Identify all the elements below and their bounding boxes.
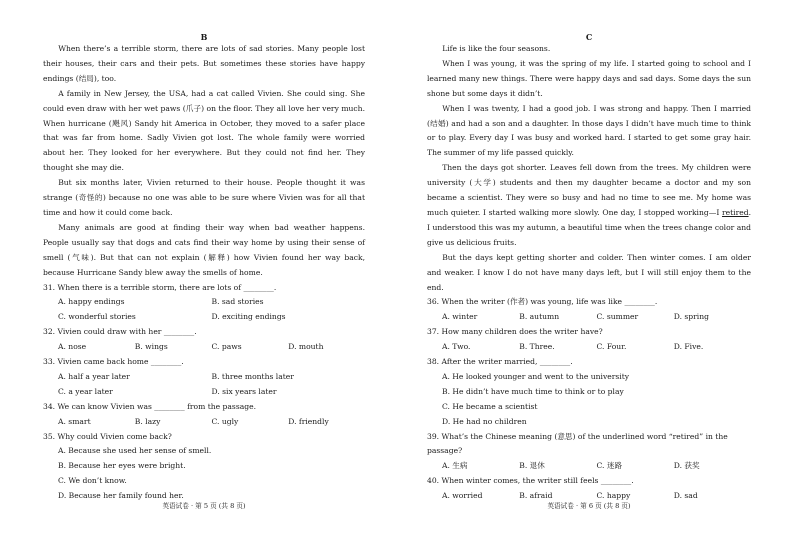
answer-option: A. He looked younger and went to the university xyxy=(442,371,630,381)
paragraph: When I was young, it was the spring of my life. I started going to school and I learned many new things. There were happy days and sad days. Some days the sun shone but some days it didn’t. xyxy=(427,58,751,98)
answer-option: D. friendly xyxy=(288,416,329,426)
passage-b xyxy=(43,42,365,504)
underlined-word: retired xyxy=(721,207,749,217)
paragraph: But the days kept getting shorter and colder. Then winter comes. I am older and weaker. I know I do not have many days left, but I will still enjoy them to the end. xyxy=(427,252,751,292)
page-footer: 英语试卷 · 第 6 页 (共 8 页) xyxy=(547,502,631,510)
answer-option: D. six years later xyxy=(211,386,277,396)
question-stem: 31. When there is a terrible storm, there are lots of ________. xyxy=(43,282,277,292)
answer-option: A. nose xyxy=(58,342,87,352)
paragraph: Many animals are good at finding their way when bad weather happens. People usually say that dogs and cats find their way home by using their sense of smell (气味). But that can not explain (解释) how Vivien found her way back, because Hurricane Sandy blew away the smells of home. xyxy=(43,222,365,277)
answer-option: C. ugly xyxy=(211,416,239,426)
answer-option: B. Three. xyxy=(519,342,555,352)
answer-option: D. 获奖 xyxy=(673,461,700,471)
answer-option: B. autumn xyxy=(519,312,560,322)
answer-option: D. exciting endings xyxy=(211,312,286,322)
question-list xyxy=(43,281,365,505)
question-stem: 37. How many children does the writer have? xyxy=(427,327,603,337)
paragraph: When I was twenty, I had a good job. I was strong and happy. Then I married (结婚) and had a son and a daughter. In those days I didn’t have much time to think or to play. Every day I was busy and worked hard. I started to get some gray hair. The summer of my life passed quickly. xyxy=(427,103,751,158)
answer-option: C. He became a scientist xyxy=(442,401,538,411)
passage-c xyxy=(427,42,751,504)
answer-option: A. half a year later xyxy=(58,371,130,381)
answer-option: D. spring xyxy=(673,312,709,322)
question-stem: 36. When the writer (作者) was young, life was like ________. xyxy=(427,297,658,307)
answer-option: C. happy xyxy=(596,491,631,501)
answer-option: A. happy endings xyxy=(58,297,125,307)
answer-option: B. wings xyxy=(134,342,168,352)
paragraph: Life is like the four seasons. xyxy=(442,44,551,53)
question-stem: 32. Vivien could draw with her ________. xyxy=(43,327,197,337)
answer-option: B. 退休 xyxy=(519,461,545,471)
answer-option: B. afraid xyxy=(519,491,553,501)
paragraph: When there’s a terrible storm, there are lots of sad stories. Many people lost their houses, their cars and their pets. But sometimes these stories have happy endings (结局), too. xyxy=(43,44,365,83)
question-list xyxy=(427,295,751,504)
text: . I understood this was my autumn, a beautiful time when the trees change color and give us delicious fruits. xyxy=(427,207,751,247)
question-stem: 40. When winter comes, the writer still feels ________. xyxy=(427,476,634,486)
paragraph: A family in New Jersey, the USA, had a cat called Vivien. She could sing. She could even draw with her wet paws (爪子) on the floor. They all love her very much. When hurricane (飓风) Sandy hit America in October, they moved to a safer place that was far from home. Sadly Vivien got lost. The whole family were worried about her. They looked for her everywhere. But they could not find her. They thought she may die. xyxy=(43,88,365,173)
answer-option: C. a year later xyxy=(58,386,113,396)
answer-option: B. Because her eyes were bright. xyxy=(58,461,186,471)
answer-option: D. mouth xyxy=(288,342,324,352)
answer-option: C. Four. xyxy=(596,342,627,352)
page-footer: 英语试卷 · 第 5 页 (共 8 页) xyxy=(162,502,246,510)
answer-option: A. 生病 xyxy=(442,461,468,471)
paragraph xyxy=(427,161,751,250)
answer-option: D. He had no children xyxy=(442,416,527,426)
question-stem: 34. We can know Vivien was ________ from the passage. xyxy=(43,401,257,411)
section-title-b: B xyxy=(200,32,208,42)
question-stem: 35. Why could Vivien come back? xyxy=(43,431,172,441)
answer-option: A. smart xyxy=(58,416,91,426)
answer-option: D. Five. xyxy=(673,342,704,352)
answer-option: B. three months later xyxy=(211,371,294,381)
answer-option: A. winter xyxy=(442,312,478,322)
paragraph: But six months later, Vivien returned to their house. People thought it was strange (奇怪的) because no one was able to be sure where Vivien was for all that time and how it could come back. xyxy=(43,178,365,217)
answer-option: C. 迷路 xyxy=(596,461,623,471)
answer-option: B. lazy xyxy=(134,416,161,426)
text: Then the days got shorter. Leaves fell down from the trees. My children were university (大学) students and then my daughter became a doctor and my son became a scientist. They were so busy and had no time to see me. My home was much quieter. I started walking more slowly. One day, I stopped working—I xyxy=(427,163,751,217)
answer-option: C. summer xyxy=(596,312,639,322)
question-stem: 38. After the writer married, ________. xyxy=(427,357,573,367)
answer-option: D. Because her family found her. xyxy=(58,491,184,501)
question-stem: 39. What’s the Chinese meaning (意思) of the underlined word “retired” in the passage? xyxy=(427,431,728,456)
answer-option: C. We don’t know. xyxy=(58,476,127,486)
answer-option: A. worried xyxy=(442,491,483,501)
answer-option: A. Because she used her sense of smell. xyxy=(58,446,212,456)
answer-option: A. Two. xyxy=(442,342,471,352)
question-stem: 33. Vivien came back home ________. xyxy=(43,357,184,367)
answer-option: C. paws xyxy=(211,342,242,352)
section-title-c: C xyxy=(585,32,593,42)
answer-option: D. sad xyxy=(673,491,698,501)
answer-option: B. sad stories xyxy=(211,297,264,307)
answer-option: C. wonderful stories xyxy=(58,312,136,322)
answer-option: B. He didn’t have much time to think or to play xyxy=(442,386,624,396)
